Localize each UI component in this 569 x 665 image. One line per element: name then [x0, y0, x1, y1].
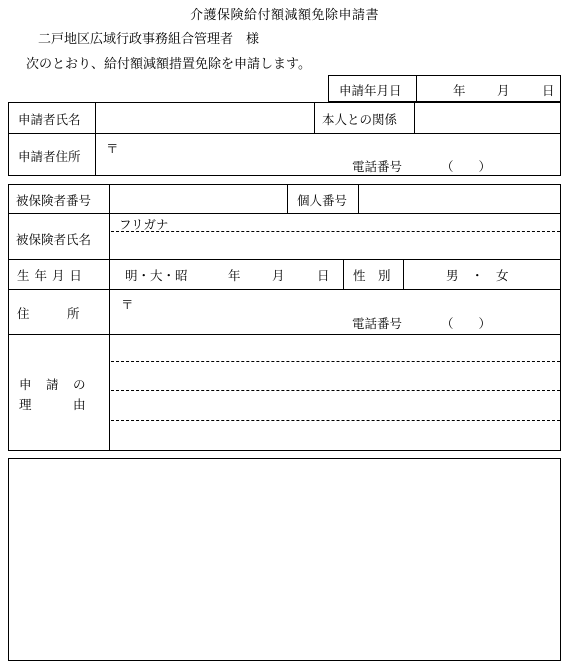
- application-day-unit: 日: [542, 83, 555, 98]
- insured-phone-paren: （ ）: [441, 316, 492, 331]
- reason-field[interactable]: [111, 336, 559, 448]
- birth-day-unit: 日: [317, 268, 330, 283]
- insured-name-row: [9, 214, 560, 260]
- insured-number-field[interactable]: [110, 185, 288, 213]
- reason-label-line1: 申 請 の: [19, 377, 87, 392]
- relation-label-cell: [315, 103, 415, 133]
- insured-address-field[interactable]: [111, 291, 559, 333]
- application-month-unit: 月: [497, 83, 510, 98]
- insured-phone-label: 電話番号: [352, 316, 403, 331]
- insured-address-row: [9, 290, 560, 335]
- applicant-section: [8, 102, 561, 176]
- birth-label-cell: [9, 260, 110, 289]
- application-date-label: 申請年月日: [339, 83, 402, 98]
- insured-name-label: 被保険者氏名: [16, 232, 92, 247]
- insured-number-label: 被保険者番号: [16, 193, 92, 208]
- applicant-name-label: 申請者氏名: [18, 112, 81, 127]
- personal-number-field[interactable]: [360, 186, 559, 212]
- personal-number-label-cell: [288, 185, 359, 213]
- document-title: 介護保険給付額減額免除申請書: [189, 8, 379, 23]
- reason-label-line2: 理 由: [19, 397, 87, 412]
- insured-number-label-cell: [9, 185, 110, 213]
- applicant-address-label: 申請者住所: [18, 149, 81, 164]
- application-year-unit: 年: [453, 83, 466, 98]
- reason-row: [9, 335, 560, 450]
- applicant-postal-mark: 〒: [106, 141, 119, 156]
- addressee: 二戸地区広域行政事務組合管理者 様: [38, 32, 260, 47]
- birth-label: 生 年 月 日: [17, 268, 83, 283]
- application-date-label-cell: [329, 76, 417, 101]
- insured-address-label: 住 所: [17, 306, 80, 321]
- relation-label: 本人との関係: [322, 112, 398, 127]
- personal-number-label: 個人番号: [297, 193, 348, 208]
- furigana-divider: [111, 231, 560, 232]
- birth-sex-row: [9, 260, 560, 290]
- applicant-phone-label: 電話番号: [352, 159, 403, 174]
- relation-field[interactable]: [416, 104, 559, 132]
- applicant-name-row: [9, 103, 560, 134]
- birth-year-unit: 年: [228, 268, 241, 283]
- furigana-label: フリガナ: [119, 217, 169, 232]
- reason-label-cell: [9, 335, 110, 450]
- insured-number-row: [9, 185, 560, 214]
- insured-postal-mark: 〒: [121, 297, 134, 312]
- sex-options[interactable]: 男 ・ 女: [446, 268, 509, 283]
- furigana-field[interactable]: [184, 215, 559, 230]
- remarks-box[interactable]: [8, 458, 561, 661]
- application-date-box: [328, 75, 561, 102]
- insured-address-label-cell: [9, 290, 110, 334]
- birth-era-options[interactable]: 明・大・昭: [125, 268, 188, 283]
- sex-label-cell: [344, 260, 404, 289]
- insured-section: [8, 184, 561, 451]
- applicant-phone-paren: （ ）: [441, 159, 492, 174]
- birth-month-unit: 月: [272, 268, 285, 283]
- applicant-name-field[interactable]: [97, 104, 312, 132]
- applicant-address-label-cell: [9, 134, 96, 175]
- applicant-address-field[interactable]: [97, 135, 559, 175]
- intro-text: 次のとおり、給付額減額措置免除を申請します。: [26, 57, 311, 72]
- application-date-field[interactable]: [424, 77, 554, 100]
- applicant-name-label-cell: [9, 103, 96, 133]
- insured-name-field[interactable]: [111, 233, 559, 258]
- sex-label: 性 別: [353, 268, 391, 283]
- insured-name-label-cell: [9, 214, 110, 259]
